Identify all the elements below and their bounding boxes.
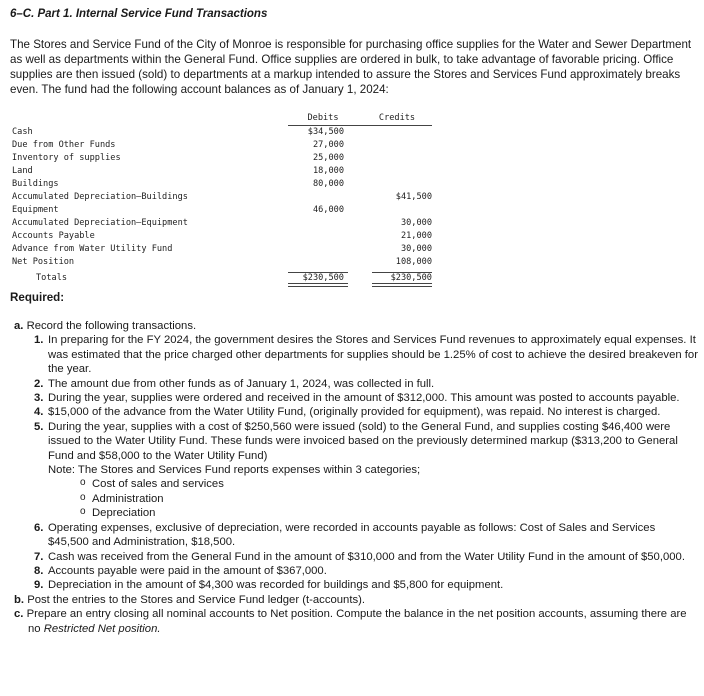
- trial-balance-row: [12, 152, 432, 165]
- item-number: 3.: [34, 392, 44, 405]
- trial-balance-rows: [12, 126, 432, 269]
- transaction-item: [34, 550, 698, 564]
- account-name: Net Position: [12, 257, 75, 267]
- account-name: Accumulated Depreciation–Equipment: [12, 218, 188, 228]
- item-text: During the year, supplies were ordered and received in the amount of $312,000. This amount was posted to accounts payable.: [48, 392, 680, 405]
- item-number: 9.: [34, 579, 44, 592]
- part-a-items: [14, 333, 698, 592]
- part-c: [14, 607, 698, 636]
- part-a: [14, 319, 698, 333]
- debit-amount: 46,000: [312, 205, 344, 215]
- item-text: Depreciation in the amount of $4,300 was recorded for buildings and $5,800 for equipment.: [48, 579, 504, 592]
- credit-amount: $41,500: [395, 192, 432, 202]
- item-number: 4.: [34, 406, 44, 419]
- item-number: 2.: [34, 377, 44, 390]
- totals-label: Totals: [36, 273, 68, 283]
- credit-amount: 30,000: [400, 244, 432, 254]
- account-name: Due from Other Funds: [12, 140, 116, 150]
- debit-amount: 27,000: [312, 140, 344, 150]
- part-b-label: b.: [14, 593, 25, 606]
- document: [10, 6, 698, 97]
- account-name: Advance from Water Utility Fund: [12, 244, 173, 254]
- transaction-item: [34, 420, 698, 478]
- credit-amount: 30,000: [400, 218, 432, 228]
- account-name: Accumulated Depreciation–Buildings: [12, 192, 188, 202]
- trial-balance-row: [12, 126, 432, 139]
- credit-amount: 21,000: [400, 231, 432, 241]
- transaction-item: [34, 521, 698, 550]
- intro-paragraph: The Stores and Service Fund of the City of Monroe is responsible for purchasing office supplies for the Water and Sewer Department as well as departments within the General Fund. Office supplies are ordered in bulk, to take advantage of favorable pricing. Office supplies are then issued (sold) to departments at a markup intended to assure the Stores and Services Fund approximately breaks even. The fund had the following account balances as of January 1, 2024:: [10, 38, 692, 96]
- transaction-item: [34, 405, 698, 419]
- trial-balance-row: [12, 178, 432, 191]
- trial-balance-table: [12, 112, 432, 285]
- item-number: 5.: [34, 420, 44, 433]
- part-a-label: a.: [14, 320, 24, 332]
- total-credit: $230,500: [390, 273, 432, 283]
- trial-balance-row: [12, 165, 432, 178]
- transaction-item: [34, 333, 698, 376]
- trial-balance-row: [12, 256, 432, 269]
- item-text: During the year, supplies with a cost of $250,560 were issued (sold) to the General Fund, and supplies costing $46,400 were issued to the Water Utility Fund. These funds were invoiced based on the previously determined markup ($313,200 to General Fund and $58,000 to the Water Utility Fund): [48, 420, 678, 462]
- credits-header: Credits: [378, 113, 416, 123]
- account-name: Land: [12, 166, 33, 176]
- expense-categories: [34, 477, 698, 520]
- task-list: [14, 319, 698, 636]
- transaction-item: [34, 377, 698, 391]
- expense-category: o Cost of sales and services: [80, 477, 698, 491]
- account-name: Inventory of supplies: [12, 153, 121, 163]
- item-number: 1.: [34, 334, 44, 347]
- total-debit: $230,500: [302, 273, 344, 283]
- item-number: 7.: [34, 550, 44, 563]
- totals-row: [12, 272, 432, 285]
- item-text: $15,000 of the advance from the Water Utility Fund, (originally provided for equipment), was repaid. No interest is charged.: [48, 406, 661, 419]
- part-c-text: Prepare an entry closing all nominal accounts to Net position. Compute the balance in the net position accounts, assuming there are no: [26, 608, 687, 635]
- item-text: Operating expenses, exclusive of depreciation, were recorded in accounts payable as follows: Cost of Sales and Services $45,500 and Administration, $18,500.: [48, 521, 656, 549]
- part-c-label: c.: [14, 608, 24, 621]
- trial-balance-row: [12, 204, 432, 217]
- debits-header: Debits: [307, 113, 339, 123]
- expense-category: o Administration: [80, 492, 698, 506]
- item-text: The amount due from other funds as of January 1, 2024, was collected in full.: [48, 377, 435, 390]
- account-name: Accounts Payable: [12, 231, 95, 241]
- account-name: Cash: [12, 127, 33, 137]
- part-b-text: Post the entries to the Stores and Service Fund ledger (t-accounts).: [27, 593, 366, 606]
- debit-amount: $34,500: [307, 127, 344, 137]
- account-name: Buildings: [12, 179, 59, 189]
- part-a-text: Record the following transactions.: [26, 320, 197, 332]
- debit-amount: 80,000: [312, 179, 344, 189]
- part-c-italic: Restricted Net position.: [43, 622, 161, 635]
- item-number: 6.: [34, 521, 44, 534]
- trial-balance-header: [288, 112, 432, 126]
- trial-balance-row: [12, 139, 432, 152]
- transaction-item: [34, 578, 698, 592]
- part-b: [14, 593, 698, 607]
- debit-double-rule: [288, 283, 348, 287]
- item-text: In preparing for the FY 2024, the government desires the Stores and Services Fund revenues to approximately equal expenses. It was estimated that the price charged other departments for supplies should be 1.25% of cost to achieve the desired breakeven for the year.: [48, 334, 698, 376]
- trial-balance-row: [12, 230, 432, 243]
- page-title: 6–C. Part 1. Internal Service Fund Transactions: [10, 8, 268, 20]
- item-note: Note: The Stores and Services Fund reports expenses within 3 categories;: [48, 464, 421, 477]
- required-heading: Required:: [10, 291, 65, 304]
- transaction-item: [34, 564, 698, 578]
- credit-double-rule: [372, 283, 432, 287]
- credit-amount: 108,000: [395, 257, 432, 267]
- debit-amount: 18,000: [312, 166, 344, 176]
- trial-balance-row: [12, 217, 432, 230]
- item-number: 8.: [34, 564, 44, 577]
- item-text: Accounts payable were paid in the amount of $367,000.: [48, 564, 327, 577]
- transaction-item: [34, 391, 698, 405]
- trial-balance-row: [12, 191, 432, 204]
- trial-balance-row: [12, 243, 432, 256]
- account-name: Equipment: [12, 205, 59, 215]
- debit-amount: 25,000: [312, 153, 344, 163]
- expense-category: o Depreciation: [80, 506, 698, 520]
- item-text: Cash was received from the General Fund in the amount of $310,000 and from the Water Utility Fund in the amount of $50,000.: [48, 550, 685, 563]
